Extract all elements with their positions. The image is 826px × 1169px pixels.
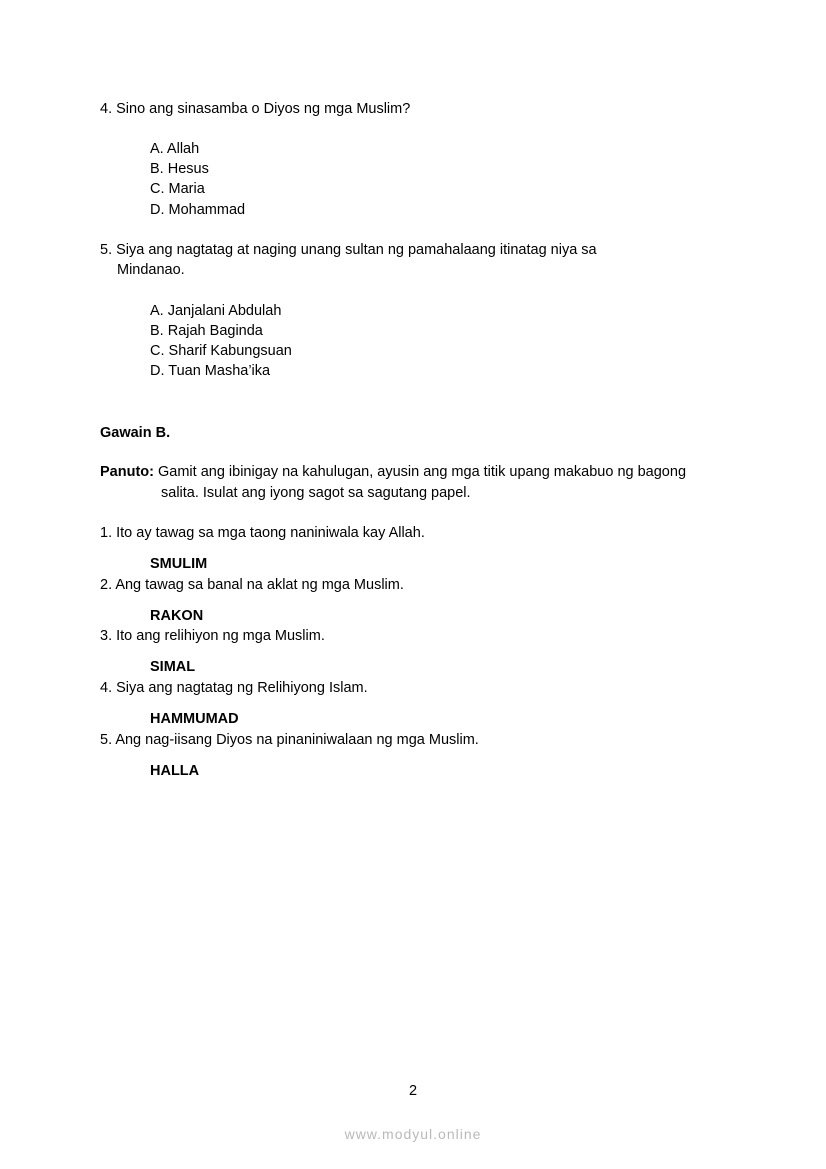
question-number: 5. xyxy=(100,242,113,258)
choice: C. Sharif Kabungsuan xyxy=(150,343,292,359)
watermark: www.modyul.online xyxy=(344,1126,482,1142)
choice: D. Mohammad xyxy=(150,202,246,218)
question-text: Siya ang nagtatag at naging unang sultan ng pamahalaang itinatag niya sa xyxy=(116,242,597,258)
question-text: Sino ang sinasamba o Diyos ng mga Muslim? xyxy=(116,101,411,117)
instruction-text: Gamit ang ibinigay na kahulugan, ayusin ang mga titik upang makabuo ng bagong xyxy=(158,464,687,480)
question-text-continued: Mindanao. xyxy=(117,262,185,278)
question-5 xyxy=(100,240,597,260)
item-text: 3. Ito ang relihiyon ng mga Muslim. xyxy=(100,628,325,644)
choice: C. Maria xyxy=(150,181,205,197)
choice: B. Hesus xyxy=(150,161,209,177)
question-4 xyxy=(100,99,410,119)
scrambled-word: SIMAL xyxy=(150,659,196,675)
choice: B. Rajah Baginda xyxy=(150,323,263,339)
section-heading: Gawain B. xyxy=(100,425,171,441)
choice: D. Tuan Masha’ika xyxy=(150,363,271,379)
item-text: 2. Ang tawag sa banal na aklat ng mga Muslim. xyxy=(100,577,404,593)
scrambled-word: SMULIM xyxy=(150,556,208,572)
question-number: 4. xyxy=(100,101,113,117)
scrambled-word: HALLA xyxy=(150,763,200,779)
choice: A. Janjalani Abdulah xyxy=(150,303,282,319)
instruction-label: Panuto: xyxy=(100,464,154,480)
scrambled-word: RAKON xyxy=(150,608,204,624)
scrambled-word: HAMMUMAD xyxy=(150,711,239,727)
item-text: 1. Ito ay tawag sa mga taong naniniwala kay Allah. xyxy=(100,525,425,541)
choice: A. Allah xyxy=(150,141,200,157)
instruction xyxy=(100,462,686,482)
item-text: 5. Ang nag-iisang Diyos na pinaniniwalaan ng mga Muslim. xyxy=(100,732,479,748)
instruction-text-continued: salita. Isulat ang iyong sagot sa sagutang papel. xyxy=(161,485,471,501)
page-number: 2 xyxy=(408,1083,418,1099)
item-text: 4. Siya ang nagtatag ng Relihiyong Islam. xyxy=(100,680,368,696)
